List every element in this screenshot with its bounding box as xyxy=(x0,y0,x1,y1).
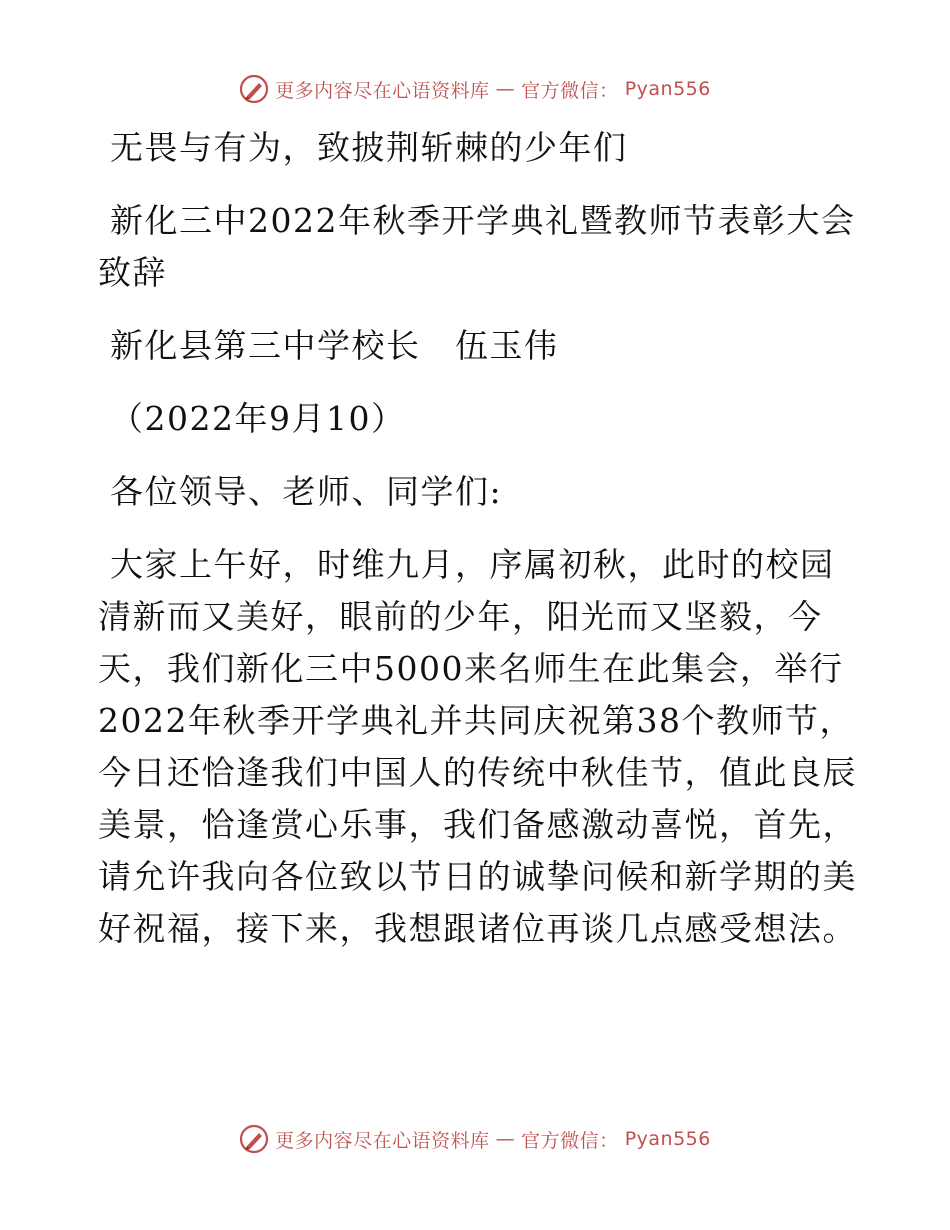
pen-logo-icon xyxy=(239,1124,269,1154)
document-subtitle: 新化三中2022年秋季开学典礼暨教师节表彰大会致辞 xyxy=(98,201,856,292)
header-watermark xyxy=(0,74,950,104)
document-paragraph: 大家上午好，时维九月，序属初秋，此时的校园清新而又美好，眼前的少年，阳光而又坚毅，今天，我们新化三中5000来名师生在此集会，举行2022年秋季开学典礼并共同庆祝第38个教师节，今日还恰逢我们中国人的传统中秋佳节，值此良辰美景，恰逢赏心乐事，我们备感激动喜悦，首先，请允许我向各位致以节日的诚挚问候和新学期的美好祝福，接下来，我想跟诸位再谈几点感受想法。 xyxy=(98,545,857,948)
watermark-wechat-label: 官方微信： xyxy=(521,1129,619,1152)
watermark-wechat-id: Pyan556 xyxy=(624,78,711,100)
document-date: （2022年9月10） xyxy=(98,399,406,438)
document-title: 无畏与有为，致披荆斩棘的少年们 xyxy=(98,128,628,167)
watermark-separator: — xyxy=(495,1128,516,1150)
watermark-wechat-id: Pyan556 xyxy=(624,1128,711,1150)
watermark-separator: — xyxy=(495,78,516,100)
footer-watermark xyxy=(0,1124,950,1154)
watermark-text: 更多内容尽在心语资料库 xyxy=(275,79,490,102)
document-author: 新化县第三中学校长 伍玉伟 xyxy=(98,326,559,365)
watermark-wechat-label: 官方微信： xyxy=(521,79,619,102)
watermark-text: 更多内容尽在心语资料库 xyxy=(275,1129,490,1152)
pen-logo-icon xyxy=(239,74,269,104)
document-greeting: 各位领导、老师、同学们: xyxy=(98,472,503,511)
document-body xyxy=(98,122,858,976)
